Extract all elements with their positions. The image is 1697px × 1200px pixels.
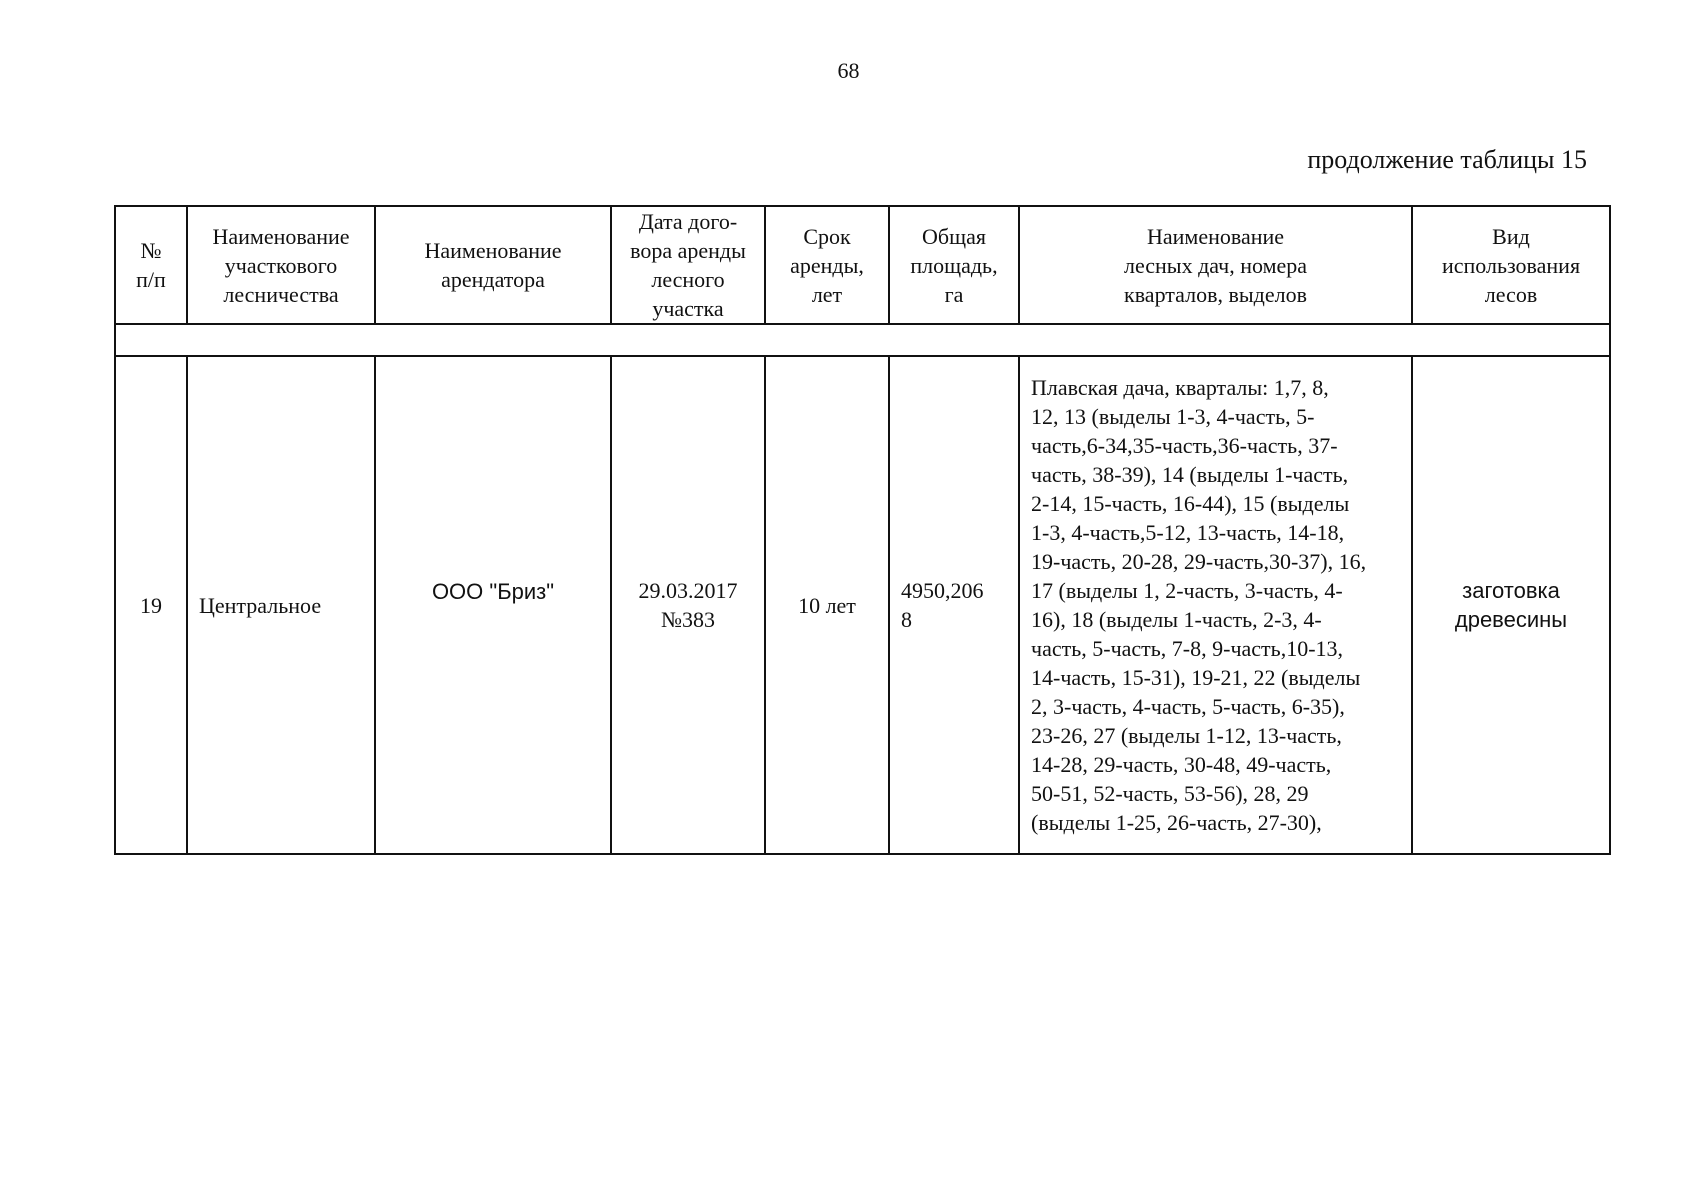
- text-line: 14-часть, 15-31), 19-21, 22 (выделы: [1031, 665, 1361, 690]
- contract-number: №383: [661, 607, 715, 632]
- text-line: Срок: [803, 223, 851, 249]
- text-line: использования: [1441, 252, 1581, 278]
- tenant-name: ООО "Бриз": [431, 578, 555, 604]
- text-line: Общая: [922, 223, 986, 249]
- text-line: 14-28, 29-часть, 30-48, 49-часть,: [1031, 752, 1332, 777]
- text-line: №: [140, 238, 162, 263]
- text-line: лесничества: [223, 281, 339, 307]
- text-line: 2-14, 15-часть, 16-44), 15 (выделы: [1031, 491, 1350, 516]
- text-line: (выделы 1-25, 26-часть, 27-30),: [1031, 810, 1322, 835]
- usage-line-1: заготовка: [1462, 578, 1560, 603]
- text-line: участкового: [224, 252, 338, 278]
- usage-line-2: древесины: [1454, 607, 1568, 632]
- header-tenant: [375, 206, 611, 324]
- row-contract: [611, 356, 765, 854]
- table-caption: продолжение таблицы 15: [1307, 145, 1587, 174]
- text-line: часть, 38-39), 14 (выделы 1-часть,: [1031, 462, 1349, 487]
- row-area: [889, 356, 1019, 854]
- text-line: Наименование: [424, 238, 562, 263]
- row-number: 19: [115, 356, 187, 854]
- text-line: часть,6-34,35-часть,36-часть, 37-: [1031, 433, 1338, 458]
- text-line: 2, 3-часть, 4-часть, 5-часть, 6-35),: [1031, 694, 1345, 719]
- spacer-cell: [115, 324, 1610, 356]
- text-line: вора аренды: [630, 238, 746, 263]
- area-line-2: 8: [901, 607, 912, 632]
- spacer-row: [115, 324, 1610, 356]
- header-forestry: [187, 206, 375, 324]
- header-area: [889, 206, 1019, 324]
- page-number: 68: [837, 58, 860, 83]
- text-line: лесных дач, номера: [1123, 252, 1308, 278]
- text-line: кварталов, выделов: [1124, 281, 1307, 307]
- text-line: 23-26, 27 (выделы 1-12, 13-часть,: [1031, 723, 1342, 748]
- text-line: Плавская дача, кварталы: 1,7, 8,: [1031, 375, 1329, 400]
- table-row: [115, 356, 1610, 854]
- text-line: лесного: [651, 267, 725, 292]
- lease-table: [114, 205, 1611, 855]
- text-line: п/п: [136, 267, 166, 292]
- contract-date: 29.03.2017: [638, 578, 738, 603]
- text-line: арендатора: [441, 267, 545, 292]
- header-number: [115, 206, 187, 324]
- text-line: Наименование: [1146, 223, 1285, 249]
- area-line-1: 4950,206: [901, 578, 984, 603]
- header-usage: [1412, 206, 1610, 324]
- row-quarters: [1019, 356, 1412, 854]
- text-line: аренды,: [790, 252, 864, 278]
- header-contract-date: [611, 206, 765, 324]
- row-term: 10 лет: [765, 356, 889, 854]
- text-line: лесов: [1484, 281, 1538, 307]
- text-line: 1-3, 4-часть,5-12, 13-часть, 14-18,: [1031, 520, 1345, 545]
- text-line: площадь,: [910, 252, 998, 278]
- text-line: 16), 18 (выделы 1-часть, 2-3, 4-: [1031, 607, 1322, 632]
- row-tenant: [375, 356, 611, 854]
- text-line: участка: [652, 296, 724, 321]
- text-line: 12, 13 (выделы 1-3, 4-часть, 5-: [1031, 404, 1315, 429]
- header-row: [115, 206, 1610, 324]
- text-line: Вид: [1492, 223, 1530, 249]
- text-line: га: [944, 281, 964, 307]
- text-line: Наименование: [212, 223, 350, 249]
- text-line: 19-часть, 20-28, 29-часть,30-37), 16,: [1031, 549, 1367, 574]
- text-line: 50-51, 52-часть, 53-56), 28, 29: [1031, 781, 1309, 806]
- header-term: [765, 206, 889, 324]
- text-line: лет: [811, 281, 843, 307]
- text-line: 17 (выделы 1, 2-часть, 3-часть, 4-: [1031, 578, 1343, 603]
- header-quarters: [1019, 206, 1412, 324]
- text-line: часть, 5-часть, 7-8, 9-часть,10-13,: [1031, 636, 1344, 661]
- row-usage: [1412, 356, 1610, 854]
- text-line: Дата дого-: [638, 209, 738, 234]
- row-forestry: Центральное: [187, 356, 375, 854]
